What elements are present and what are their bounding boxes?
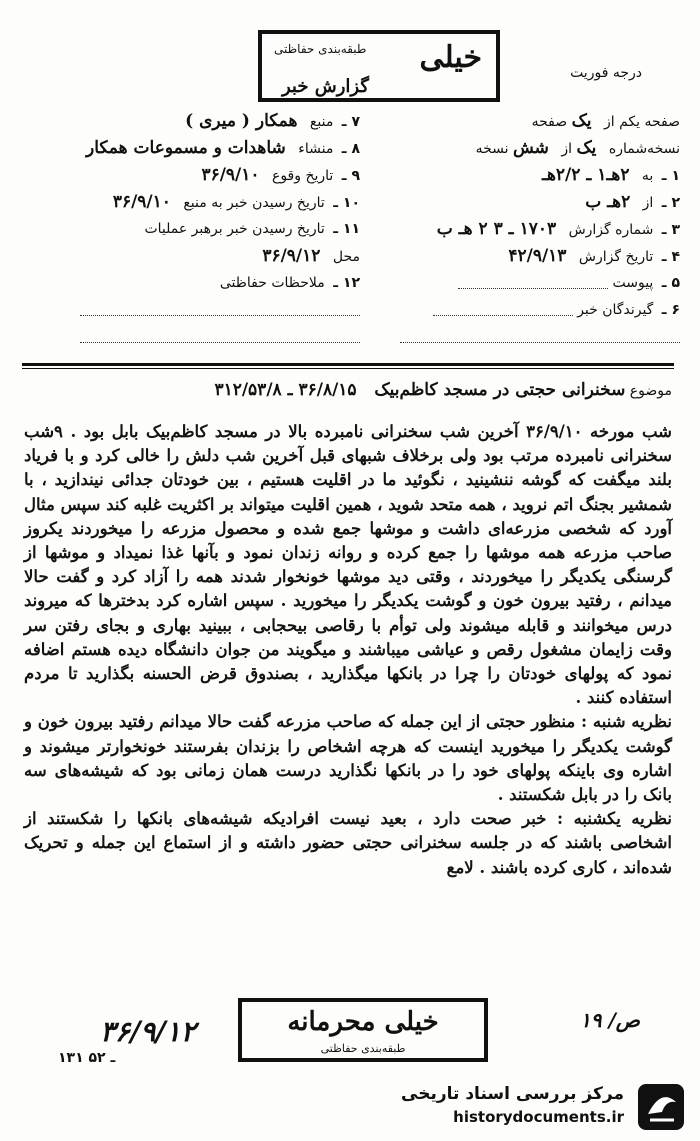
body-paragraph-3: نظریه یکشنبه : خبر صحت دارد ، بعید نیست افرادیکه شیشه‌های بانکها را شکستند از اشخاصی باشند که در جلسه سخنرانی حجتی حضور داشته و از استماع این جمله و تحریک شده‌اند ، کاری کرده باشند . لامع [24, 809, 672, 877]
copy-number-row [375, 135, 680, 162]
field-suffix: صفحه [531, 114, 568, 130]
field-label: منشاء [298, 141, 334, 157]
field-row-6 [375, 297, 680, 324]
priority-label: درجه فوریت [570, 65, 642, 81]
field-label: تاریخ وقوع [271, 168, 334, 184]
field-label: تاریخ رسیدن خبر برهبر عملیات [144, 221, 325, 237]
header-divider [22, 363, 674, 366]
subject-line [32, 380, 672, 400]
field-number: ۹ ـ [341, 168, 360, 184]
dotted-line [433, 305, 573, 316]
header-right-column [375, 108, 680, 351]
field-value: ۳۶/۹/۱۰ [201, 165, 260, 185]
document-number: ۱۳۱ ـ ۵۲ [58, 1050, 116, 1066]
field-row-10 [20, 189, 360, 216]
field-label: ملاحظات حفاظتی [219, 275, 325, 291]
field-suffix: نسخه [475, 141, 509, 157]
field-number: ۸ ـ [341, 141, 360, 157]
field-label: از [642, 195, 654, 211]
field-value: شاهدات و مسموعات همکار [86, 138, 286, 158]
body-paragraph-2: نظریه شنبه : منظور حجتی از این جمله که صاحب مزرعه گفت حالا میدانم رفتید بیرون خون و گوشت یکدیگر را میخورید اینست که هرچه اشخاص را بزندان بفرستند خونخوارتر میشوند و اشاره وی باینکه پولهای خود را در بانکها نگذارید درست همان زمانی بود که شیشه‌های سه بانک را در بابل شکستند . [24, 712, 672, 805]
field-label: به [641, 168, 654, 184]
field-label: گیرندگان خبر [577, 302, 654, 318]
field-number: ۱۰ ـ [333, 195, 360, 211]
field-value: یک [571, 111, 592, 131]
archive-logo-icon [636, 1082, 686, 1132]
field-label: منبع [309, 114, 334, 130]
field-value: ۲هـ ب [585, 192, 631, 212]
field-label: صفحه یکم از [603, 114, 680, 130]
field-label: تاریخ گزارش [578, 249, 654, 265]
field-number: ۱۲ ـ [333, 275, 360, 291]
handwritten-signature-right: ۳۶/۹/۱۲ [100, 1015, 196, 1048]
blank-row [375, 324, 680, 351]
stamp-caption: طبقه‌بندی حفاظتی [320, 1042, 406, 1055]
dotted-line [80, 305, 360, 316]
stamp-word: خیلی [419, 40, 482, 75]
field-row-7 [20, 108, 360, 135]
subject-label: موضوع [629, 383, 672, 399]
subject-reference: ۳۶/۸/۱۵ ـ ۳۱۲/۵۳/۸ [214, 380, 357, 400]
field-row-9 [20, 162, 360, 189]
field-row-11 [20, 216, 360, 243]
page-count-row [375, 108, 680, 135]
field-row-5 [375, 270, 680, 297]
dotted-line [80, 332, 360, 343]
field-value: همکار ( میری ) [185, 111, 298, 131]
field-label: تاریخ رسیدن خبر به منبع [183, 195, 325, 211]
classification-stamp-bottom [238, 998, 488, 1062]
field-number: ۱ ـ [661, 168, 680, 184]
field-row-8 [20, 135, 360, 162]
blank-row [20, 324, 360, 351]
field-label: شماره گزارش [568, 222, 654, 238]
blank-row [20, 297, 360, 324]
field-row-2 [375, 189, 680, 216]
header-left-column [20, 108, 360, 351]
field-label: محل [332, 249, 360, 265]
field-row-1 [375, 162, 680, 189]
body-paragraph-1: شب مورخه ۳۶/۹/۱۰ آخرین شب سخنرانی نامبرده بالا در مسجد کاظم‌بیک بابل بود . ۹شب سخنرانی نامبرده مرتب بود ولی برخلاف شبهای قبل آخرین شب دلش را خالی کرد و با فریاد بلند میگفت که گوشه ننشینید ، نگوئید ما در اقلیت هستیم ، بین خودتان جدائی نیندازید ، با شمشیر بجنگ اتم نروید ، همه متحد شوید ، همین اقلیت میتواند بر اکثریت غلبه کند سپس مثال آورد که شخصی مزرعه‌ای داشت و موشها جمع شده و محصول مزرعه را میخوردند یکروز صاحب مزرعه همه موشها را جمع کرده و روانه زندان نمود و بآنها غذا نمیداد و موشها از گرسنگی یکدیگر را میخوردند ، وقتی دید موشها خونخوار شدند همه را آزاد کرد و گفت حالا میدانم ، رفتید بیرون خون و گوشت یکدیگر را میخورید . سپس اشاره کرد بدخترها که میروند درس میخوانند و قابله میشوند ولی توأم با رقاصی بیحجابی ، ببینید بهاری و بجای رفتن سر وقت زایمان مشغول رقص و عیاشی میباشند و میگویند من جوان دانشگاه دیده هستم اضافه نمود که پولهای خودتان را چرا در بانکها میگذارید ، بصندوق قرض الحسنه بگذارید تا مردم استفاده کنند . [24, 422, 672, 708]
field-label: نسخه‌شماره [608, 141, 680, 157]
archive-footer [392, 1078, 692, 1134]
field-number: ۲ ـ [661, 195, 680, 211]
field-value: ۳۶/۹/۱۲ [262, 246, 321, 266]
field-row-location [20, 243, 360, 270]
field-number: ۵ ـ [661, 275, 680, 291]
field-value: ۳۶/۹/۱۰ [112, 192, 171, 212]
stamp-word: خیلی محرمانه [287, 1007, 439, 1037]
field-row-4 [375, 243, 680, 270]
field-value-2: شش [512, 138, 549, 158]
field-mid: از [561, 141, 573, 157]
field-number: ۴ ـ [661, 249, 680, 265]
field-number: ۶ ـ [661, 302, 680, 318]
field-number: ۳ ـ [661, 222, 680, 238]
field-value: ۱۷۰۳ ـ ۳ ۲ هـ ب [436, 219, 557, 239]
field-value: یک [576, 138, 597, 158]
field-number: ۷ ـ [341, 114, 360, 130]
handwritten-signature-left: ص/ ۱۹ [580, 1008, 640, 1032]
dotted-line [400, 332, 680, 343]
archive-url: historydocuments.ir [453, 1108, 624, 1126]
report-body [24, 420, 672, 880]
stamp-line-2: گزارش خبر [282, 76, 369, 97]
header-divider-thin [22, 368, 674, 369]
field-label: پیوست [612, 275, 654, 291]
archive-title: مرکز بررسی اسناد تاریخی [401, 1084, 624, 1104]
field-row-3 [375, 216, 680, 243]
classification-stamp-top [258, 30, 500, 102]
field-value: ۲هـ۱ ـ ۲/۲هـ [541, 165, 630, 185]
subject-value: سخنرانی حجتی در مسجد کاظم‌بیک [374, 380, 626, 400]
stamp-line-1: طبقه‌بندی حفاظتی [274, 42, 367, 56]
field-value: ۴۲/۹/۱۳ [508, 246, 567, 266]
dotted-line [458, 278, 608, 289]
field-row-12 [20, 270, 360, 297]
field-number: ۱۱ ـ [333, 221, 360, 237]
